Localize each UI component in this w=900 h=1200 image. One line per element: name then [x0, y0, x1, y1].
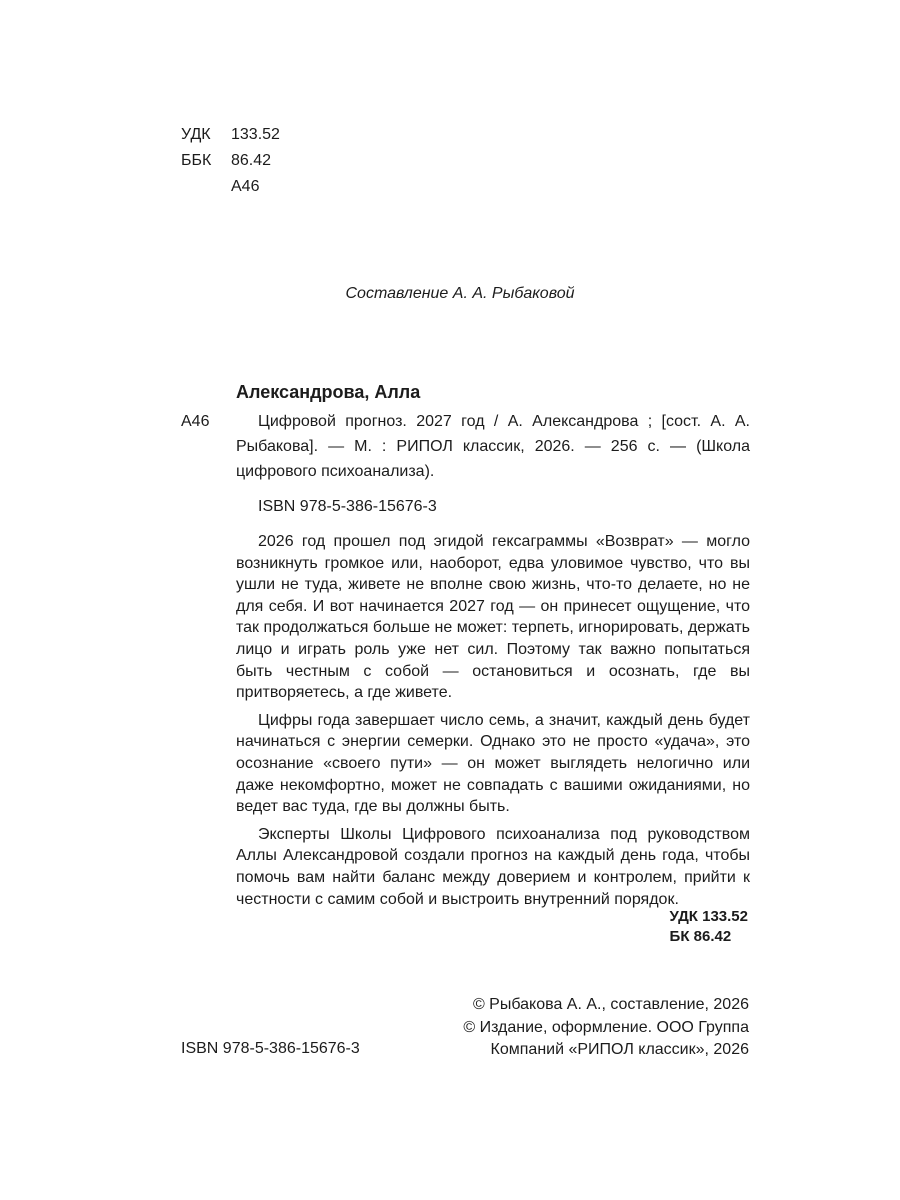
- bibliographic-entry: [236, 409, 750, 484]
- annotation-paragraph-2: Цифры года завершает число семь, а значит, каждый день будет начинаться с энергии семерки. Однако это не просто «удача», это осознание «своего пути» — он может выглядеть нелогично или даже некомфортно, может не совпадать с вашими ожиданиями, но ведет вас туда, где вы должны быть.: [236, 711, 750, 816]
- annotation-paragraph-3: Эксперты Школы Цифрового психоанализа под руководством Аллы Александровой создали прогноз на каждый день года, чтобы помочь вам найти баланс между доверием и контролем, прийти к честности с самим собой и выстроить внутренний порядок.: [236, 825, 750, 908]
- copyright-line-3: Компаний «РИПОЛ классик», 2026: [490, 1041, 749, 1058]
- copyright-line-1: © Рыбакова А. А., составление, 2026: [472, 996, 749, 1013]
- author-mark-left: А46: [181, 413, 210, 430]
- author-heading: Александрова, Алла: [236, 382, 421, 402]
- bib-line-1: Цифровой прогноз. 2027 год / А. Александрова ; [сост.: [258, 413, 702, 430]
- bk-bottom: БК 86.42: [669, 928, 732, 945]
- bbk-row: [181, 148, 280, 174]
- isbn-main: ISBN 978-5-386-15676-3: [258, 498, 437, 515]
- udk-value: 133.52: [231, 126, 280, 143]
- bbk-value: 86.42: [231, 152, 272, 169]
- bib-line-2: А. А. Рыбакова]. — М. : РИПОЛ классик, 2026. — 256 с. —: [236, 413, 750, 455]
- isbn-bottom: ISBN 978-5-386-15676-3: [181, 1040, 360, 1057]
- copyright-block: [443, 994, 749, 1062]
- bbk-label: ББК: [181, 152, 212, 169]
- compiler-credit: Составление А. А. Рыбаковой: [345, 285, 575, 302]
- bib-line-3: (Школа цифрового психоанализа).: [236, 438, 751, 480]
- author-mark-row: [181, 174, 280, 200]
- annotation-paragraph-1: 2026 год прошел под эгидой гексаграммы «Возврат» — могло возникнуть громкое или, наоборот, едва уловимое чувство, что вы ушли не туда, живете не вполне свою жизнь, что-то делаете, но не для себя. И вот начинается 2027 год — он принесет ощущение, что так продолжаться больше не может: терпеть, игнорировать, держать лицо и играть роль уже нет сил. Поэтому так важно попытаться быть честным с собой — остановиться и осознать, где вы притворяетесь, а где живете.: [236, 533, 750, 702]
- copyright-line-2: © Издание, оформление. ООО Группа: [463, 1018, 749, 1036]
- annotation: [236, 531, 750, 916]
- udk-bottom: УДК 133.52: [669, 908, 748, 925]
- udk-row: [181, 122, 280, 148]
- bib-text: [236, 409, 750, 484]
- author-mark: А46: [231, 178, 260, 195]
- classification-block: [181, 122, 280, 200]
- udk-label: УДК: [181, 126, 211, 143]
- udk-bk-block: [670, 907, 748, 947]
